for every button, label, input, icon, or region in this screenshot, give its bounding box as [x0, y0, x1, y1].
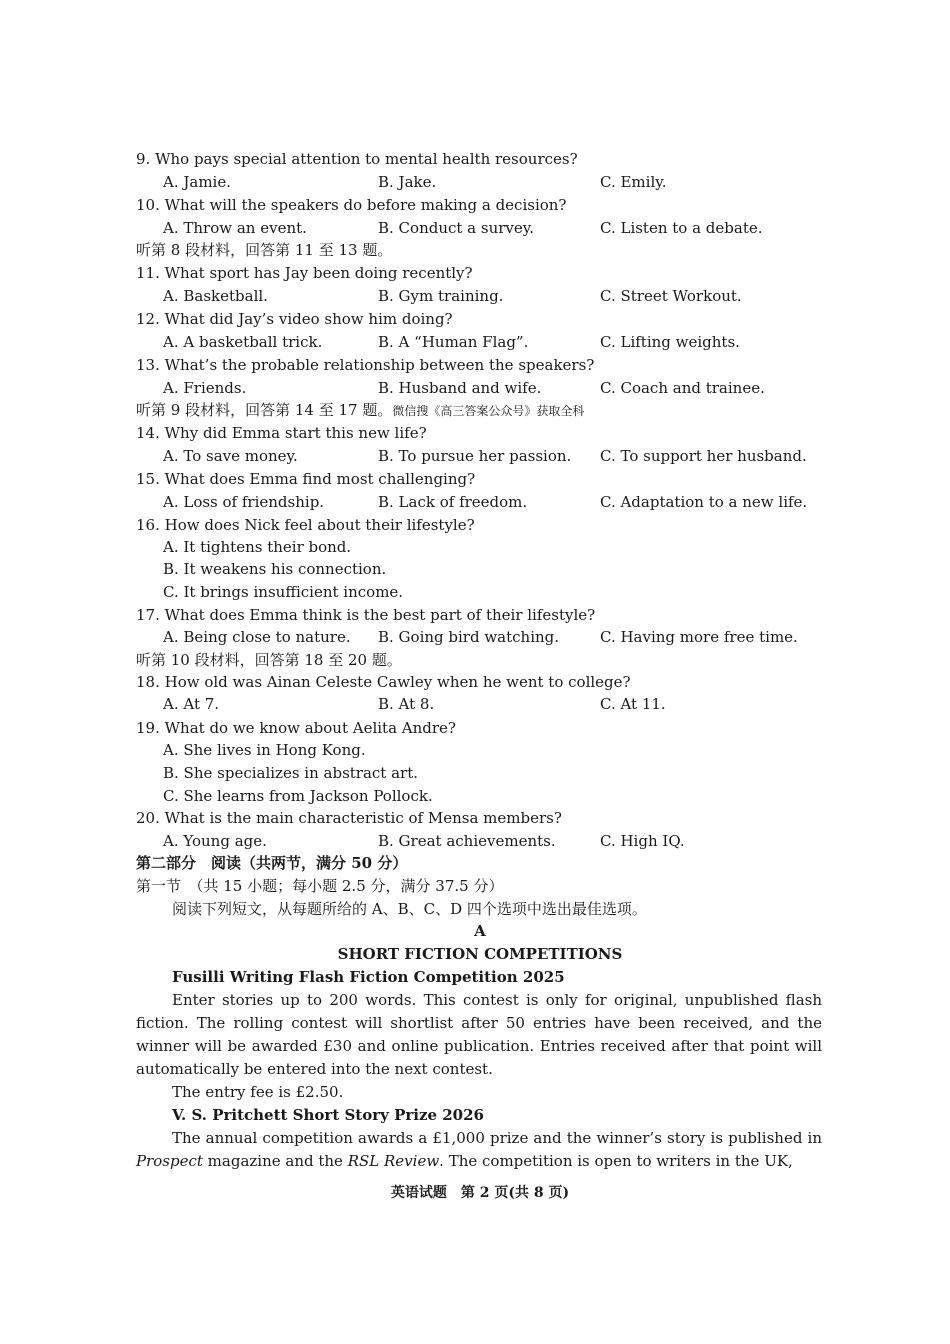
question-16: 16. How does Nick feel about their lifestyle? — [136, 516, 475, 534]
q15-option-a: A. Loss of friendship. — [163, 493, 325, 511]
q14-option-a: A. To save money. — [163, 447, 298, 465]
wechat-note: 微信搜《高三答案公众号》获取全科 — [392, 404, 585, 418]
q9-option-a: A. Jamie. — [163, 173, 231, 191]
q19-option-c: C. She learns from Jackson Pollock. — [163, 787, 433, 805]
comp2-text-2: magazine and the — [202, 1152, 348, 1170]
q15-option-c: C. Adaptation to a new life. — [600, 493, 808, 511]
q9-option-c: C. Emily. — [600, 173, 667, 191]
section-9-instruction — [136, 399, 584, 422]
q11-option-c: C. Street Workout. — [600, 287, 742, 305]
competition-1-title: Fusilli Writing Flash Fiction Competition 2025 — [172, 968, 565, 986]
prospect-magazine: Prospect — [136, 1152, 203, 1170]
q10-option-b: B. Conduct a survey. — [378, 219, 535, 237]
q17-option-a: A. Being close to nature. — [163, 628, 351, 646]
passage-title: SHORT FICTION COMPETITIONS — [337, 945, 623, 963]
q12-option-b: B. A “Human Flag”. — [378, 333, 529, 351]
question-17: 17. What does Emma think is the best part of their lifestyle? — [136, 606, 596, 624]
q17-option-b: B. Going bird watching. — [378, 628, 560, 646]
q18-option-c: C. At 11. — [600, 695, 666, 713]
question-12: 12. What did Jay’s video show him doing? — [136, 310, 453, 328]
q18-option-a: A. At 7. — [163, 695, 220, 713]
q10-option-c: C. Listen to a debate. — [600, 219, 763, 237]
question-13: 13. What’s the probable relationship between the speakers? — [136, 356, 595, 374]
question-14: 14. Why did Emma start this new life? — [136, 424, 427, 442]
q16-option-a: A. It tightens their bond. — [163, 538, 352, 556]
question-15: 15. What does Emma find most challenging? — [136, 470, 476, 488]
q11-option-a: A. Basketball. — [163, 287, 268, 305]
q16-option-b: B. It weakens his connection. — [163, 560, 387, 578]
reading-section-title: 第一节 （共 15 小题；每小题 2.5 分，满分 37.5 分） — [136, 877, 504, 895]
section-8-instruction: 听第 8 段材料，回答第 11 至 13 题。 — [136, 241, 393, 259]
q9-option-b: B. Jake. — [378, 173, 437, 191]
q20-option-a: A. Young age. — [163, 832, 267, 850]
q13-option-c: C. Coach and trainee. — [600, 379, 765, 397]
q12-option-c: C. Lifting weights. — [600, 333, 740, 351]
q16-option-c: C. It brings insufficient income. — [163, 583, 404, 601]
question-18: 18. How old was Ainan Celeste Cawley when he went to college? — [136, 673, 631, 691]
question-11: 11. What sport has Jay been doing recently? — [136, 264, 473, 282]
q20-option-b: B. Great achievements. — [378, 832, 556, 850]
q14-option-b: B. To pursue her passion. — [378, 447, 572, 465]
rsl-review: RSL Review — [347, 1152, 440, 1170]
section-10-instruction: 听第 10 段材料，回答第 18 至 20 题。 — [136, 651, 402, 669]
q15-option-b: B. Lack of freedom. — [378, 493, 528, 511]
competition-2-title: V. S. Pritchett Short Story Prize 2026 — [172, 1106, 484, 1124]
q19-option-b: B. She specializes in abstract art. — [163, 764, 419, 782]
question-20: 20. What is the main characteristic of Mensa members? — [136, 809, 562, 827]
q13-option-b: B. Husband and wife. — [378, 379, 542, 397]
comp2-text-3: . The competition is open to writers in the UK, — [439, 1152, 793, 1170]
q17-option-c: C. Having more free time. — [600, 628, 798, 646]
section-9-text: 听第 9 段材料，回答第 14 至 17 题。 — [136, 401, 393, 419]
question-10: 10. What will the speakers do before making a decision? — [136, 196, 567, 214]
q10-option-a: A. Throw an event. — [163, 219, 307, 237]
q13-option-a: A. Friends. — [163, 379, 247, 397]
competition-2-paragraph — [136, 1127, 822, 1173]
q19-option-a: A. She lives in Hong Kong. — [163, 741, 366, 759]
comp2-text-1: The annual competition awards a £1,000 prize and the winner’s story is published in — [172, 1129, 822, 1147]
q12-option-a: A. A basketball trick. — [163, 333, 323, 351]
passage-letter: A — [474, 922, 486, 940]
page-footer: 英语试题 第 2 页(共 8 页) — [390, 1185, 570, 1201]
reading-instruction: 阅读下列短文，从每题所给的 A、B、C、D 四个选项中选出最佳选项。 — [172, 900, 647, 918]
question-19: 19. What do we know about Aelita Andre? — [136, 719, 456, 737]
q18-option-b: B. At 8. — [378, 695, 435, 713]
q11-option-b: B. Gym training. — [378, 287, 504, 305]
question-9: 9. Who pays special attention to mental health resources? — [136, 150, 578, 168]
q14-option-c: C. To support her husband. — [600, 447, 807, 465]
q20-option-c: C. High IQ. — [600, 832, 685, 850]
reading-part-title: 第二部分 阅读（共两节，满分 50 分） — [136, 854, 408, 872]
competition-1-fee: The entry fee is £2.50. — [172, 1083, 344, 1101]
competition-1-paragraph: Enter stories up to 200 words. This contest is only for original, unpublished flash fiction. The rolling contest will shortlist after 50 entries have been received, and the winner will be awarded £30 and online publication. Entries received after that point will automatically be entered into the next contest. — [136, 991, 822, 1078]
